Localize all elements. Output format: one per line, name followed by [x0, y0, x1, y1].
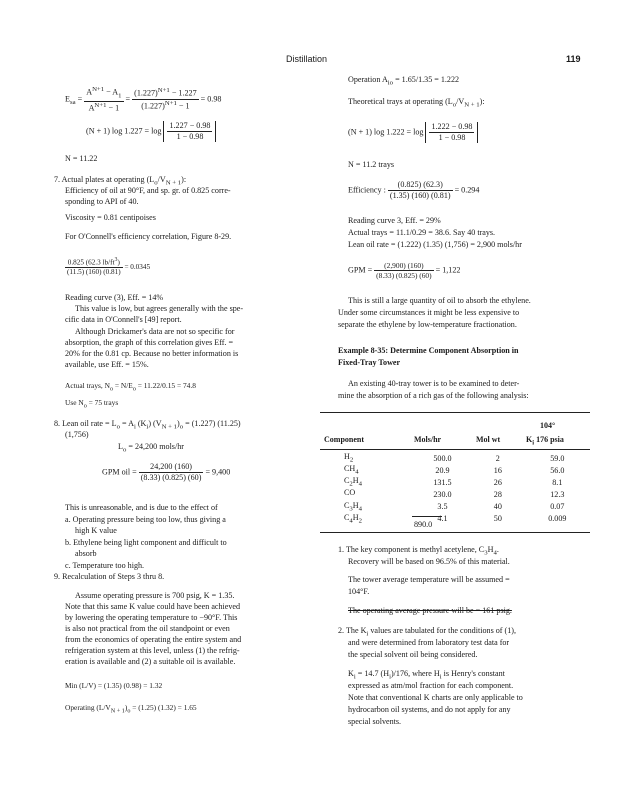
table-header-temp: 104° [540, 421, 556, 430]
list-item: c. Temperature too high. [65, 561, 145, 570]
example-heading-cont: Fixed-Tray Tower [338, 358, 401, 367]
mols-cell: 230.0 [433, 490, 452, 500]
step-8: 8. Lean oil rate = $L_o = A_i$ $(K_i) (V_{N + 1})_o = (1.227)$ (11.25) [54, 419, 241, 431]
text-line: eration is available and (2) a suitable oil is available. [65, 657, 236, 666]
theoretical-trays: Theoretical trays at operating $(L_o/V_{N + 1})$: [348, 97, 485, 109]
text-line: An existing 40-tray tower is to be examined to deter- [348, 379, 520, 388]
component-table [320, 452, 590, 525]
list-item: a. Operating pressure being too low, thus giving a [65, 515, 226, 524]
text-line: The tower average temperature will be assumed = [348, 575, 510, 584]
n-trays: N = 11.2 trays [348, 160, 395, 169]
k-value-cell: 59.0 [550, 453, 565, 463]
mol-wt-cell: 50 [493, 514, 502, 524]
component-cell: $C_3H_4$ [344, 500, 363, 513]
operation-a: Operation $A_{io} = 1.65/1.35 = 1.222$ [348, 75, 460, 87]
actual-trays: Actual trays = 11.1/0.29 = 38.6. Say 40 trays. [348, 228, 496, 237]
text-line: is also not practical from the oil standpoint or even [65, 624, 230, 633]
component-cell: $C_4H_2$ [344, 512, 363, 525]
step-7: 7. Actual plates at operating $(L_o/V_{N + 1})$: [54, 175, 187, 187]
use-trays: Use $N_o = 75$ trays [65, 398, 119, 410]
text-line: the special solvent oil being considered. [348, 650, 478, 659]
table-row [320, 501, 590, 513]
mols-cell: 500.0 [433, 453, 452, 463]
component-cell: $H_2$ [344, 452, 354, 464]
text-line: Under some circumstances it might be less expensive to [338, 308, 520, 317]
k-value-cell: 12.3 [550, 490, 565, 500]
k-value-cell: 0.07 [550, 502, 565, 512]
operating-lv: Operating $(L/V_{N + 1})_o = (1.25) (1.32) = 1.65$ [65, 703, 197, 715]
mol-wt-cell: 40 [493, 502, 502, 512]
list-item: b. Ethylene being light component and difficult to [65, 538, 227, 547]
mol-wt-cell: 28 [493, 490, 502, 500]
oconnell-ref: For O'Connell's efficiency correlation, Figure 8-29. [65, 232, 232, 241]
text-line: This is still a large quantity of oil to absorb the ethylene. [348, 296, 531, 305]
text-line: Efficiency of oil at 90°F, and sp. gr. of 0.825 corre- [65, 186, 231, 195]
text-line: refrigeration system at this level, unless (1) the refrig- [65, 646, 240, 655]
mols-cell: 131.5 [433, 477, 452, 487]
n-value: N = 11.22 [65, 154, 98, 163]
col-header: Component [324, 435, 365, 444]
mols-cell: 20.9 [435, 465, 450, 475]
text-line: Recovery will be based on 96.5% of this material. [348, 557, 510, 566]
actual-trays: Actual trays, $N_o = N/E_o = 11.22/0.15 = 74.8$ [65, 381, 196, 393]
mol-wt-cell: 16 [493, 465, 502, 475]
text-line: and were determined from laboratory test data for [348, 638, 510, 647]
text-line: mine the absorption of a rich gas of the following analysis: [338, 391, 529, 400]
text-line: special solvents. [348, 717, 402, 726]
k-value-cell: 56.0 [550, 465, 565, 475]
k-value-cell: 0.009 [548, 514, 567, 524]
text-line: absorption, the graph of this correlation gives Eff. = [65, 338, 234, 347]
lean-oil-lo: $L_o = 24,200$ mols/hr [118, 442, 184, 454]
text-line: Although Drickamer's data are not so specific for [75, 327, 235, 336]
text-line: Assume operating pressure is 700 psig, K = 1.35. [75, 591, 235, 600]
table-row [320, 464, 590, 476]
text-line: (1,756) [65, 430, 89, 439]
example-heading: Example 8-35: Determine Component Absorption in [338, 346, 519, 355]
component-cell: CO [344, 488, 356, 498]
mols-cell: 4.1 [437, 514, 448, 524]
text-line: This value is low, but agrees generally with the spe- [75, 304, 244, 313]
table-bottom-rule [320, 532, 590, 533]
col-header: $K_i$ 176 psia [526, 435, 564, 447]
text-line: separate the ethylene by low-temperature fractionation. [338, 320, 517, 329]
running-header-title: Distillation [286, 54, 328, 64]
step-9: 9. Recalculation of Steps 3 thru 8. [54, 572, 165, 581]
text-line: Note that conventional K charts are only applicable to [348, 693, 523, 702]
gpm-oil-equation: GPM oil = $\frac{24,200 (160)}{(8.33) (0.825) (60)}$ = 9,400 [102, 462, 231, 483]
text-line: from the economics of operating the entire system and [65, 635, 242, 644]
col-header: Mol wt [476, 435, 501, 444]
log-equation: (N + 1) log 1.227 = log $\frac{1.227 - 0.98}{1 - 0.98}$ [86, 121, 216, 142]
text-line: 20% for the 0.81 cp. Because no better information is [65, 349, 239, 358]
text-line: Note that this same K value could have been achieved [65, 602, 241, 611]
viscosity: Viscosity = 0.81 centipoises [65, 213, 156, 222]
component-cell: $CH_4$ [344, 464, 359, 476]
list-item: 2. The $K_i$ values are tabulated for the conditions of (1), [338, 626, 516, 638]
text-line: sponding to API of 40. [65, 197, 139, 206]
text-line: by lowering the operating temperature to −90°F. This [65, 613, 238, 622]
text-line: available, use Eff. = 15%. [65, 360, 149, 369]
list-item: 1. The key component is methyl acetylene, $C_3H_4$. [338, 545, 499, 557]
list-item-cont: high K value [75, 526, 117, 535]
col-header: Mols/hr [414, 435, 442, 444]
mols-total: 890.0 [414, 520, 433, 529]
mols-subtotal-rule [412, 516, 442, 517]
table-row [320, 452, 590, 464]
text-line: hydrocarbon oil systems, and do not apply for any [348, 705, 511, 714]
efficiency-equation: Efficiency : $\frac{(0.825) (62.3)}{(1.35) (160) (0.81)}$ = 0.294 [348, 180, 480, 201]
reading-curve: Reading curve 3, Eff. = 29% [348, 216, 441, 225]
table-row [320, 488, 590, 500]
table-row [320, 513, 590, 525]
text-line: This is unreasonable, and is due to the effect of [65, 503, 218, 512]
table-row [320, 476, 590, 488]
mols-cell: 3.5 [437, 502, 448, 512]
table-header-rule [320, 449, 590, 450]
table-top-rule [320, 412, 590, 413]
struck-text-line: The operating average pressure will be = 161 psig. [348, 606, 512, 615]
ki-definition: $K_i = 14.7$ $(H_i)/176$, where $H_i$ is Henry's constant [348, 669, 505, 681]
gpm-equation: GPM = $\frac{(2,900) (160)}{(8.33) (0.825) (60)}$ = 1,122 [348, 261, 461, 281]
log-equation: (N + 1) log 1.222 = log $\frac{1.222 - 0.98}{1 - 0.98}$ [348, 122, 478, 143]
min-lv: Min (L/V) = (1.35) (0.98) = 1.32 [65, 681, 163, 690]
text-line: 104°F. [348, 587, 370, 596]
esa-equation: $E_{sa}$ = $\frac{A^{N+1} - A_1}{A^{N+1} - 1}$ = $\frac{(1.227)^{N+1} - 1.227}{(1.227)^{N+1} - 1}$ = 0.98 [65, 86, 222, 113]
text-line: cific data in O'Connell's [49] report. [65, 315, 182, 324]
page-number: 119 [566, 54, 581, 64]
mol-wt-cell: 26 [493, 477, 502, 487]
mol-wt-cell: 2 [495, 453, 500, 463]
k-value-cell: 8.1 [552, 477, 563, 487]
text-line: expressed as atm/mol fraction for each component. [348, 681, 514, 690]
component-cell: $C_2H_4$ [344, 476, 363, 488]
list-item-cont: absorb [75, 549, 97, 558]
reading-curve: Reading curve (3), Eff. = 14% [65, 293, 164, 302]
lean-oil-rate: Lean oil rate = (1.222) (1.35) (1,756) = 2,900 mols/hr [348, 240, 522, 249]
density-fraction: $\frac{0.825 (62.3 lb/ft^3)}{(11.5) (160) (0.81)}$ = 0.0345 [67, 257, 151, 277]
